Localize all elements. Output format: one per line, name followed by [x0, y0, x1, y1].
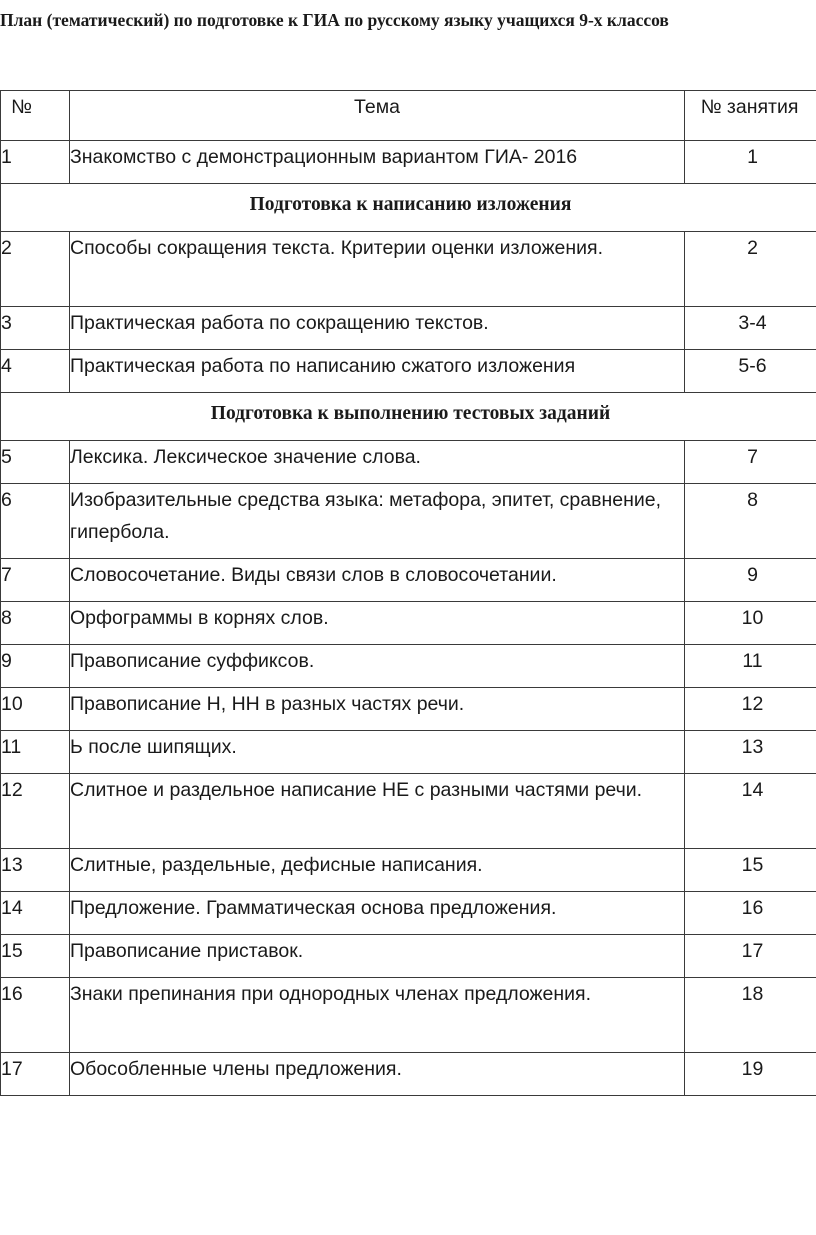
table-row	[1, 441, 816, 484]
row-topic: Практическая работа по написанию сжатого изложения	[70, 350, 685, 393]
row-lesson: 9	[685, 559, 816, 602]
row-lesson: 8	[685, 484, 816, 559]
row-lesson: 13	[685, 731, 816, 774]
row-topic: Слитное и раздельное написание НЕ с разными частями речи.	[70, 774, 685, 849]
table-row	[1, 141, 816, 184]
header-lesson-number: № занятия	[685, 91, 816, 141]
row-topic: Изобразительные средства языка: метафора, эпитет, сравнение, гипербола.	[70, 484, 685, 559]
header-number: №	[1, 91, 70, 141]
row-topic: Ь после шипящих.	[70, 731, 685, 774]
header-topic: Тема	[70, 91, 685, 141]
table-row	[1, 849, 816, 892]
row-topic: Практическая работа по сокращению текстов.	[70, 307, 685, 350]
row-lesson: 16	[685, 892, 816, 935]
row-topic: Словосочетание. Виды связи слов в словосочетании.	[70, 559, 685, 602]
row-lesson: 14	[685, 774, 816, 849]
table-row	[1, 645, 816, 688]
table-row	[1, 978, 816, 1053]
table-row	[1, 731, 816, 774]
row-lesson: 7	[685, 441, 816, 484]
row-number: 7	[1, 559, 70, 602]
row-lesson: 18	[685, 978, 816, 1053]
row-number: 6	[1, 484, 70, 559]
row-topic: Обособленные члены предложения.	[70, 1053, 685, 1096]
table-row	[1, 688, 816, 731]
row-lesson: 17	[685, 935, 816, 978]
row-topic: Лексика. Лексическое значение слова.	[70, 441, 685, 484]
table-row	[1, 350, 816, 393]
row-number: 2	[1, 232, 70, 307]
row-number: 14	[1, 892, 70, 935]
table-row	[1, 559, 816, 602]
row-lesson: 2	[685, 232, 816, 307]
row-number: 12	[1, 774, 70, 849]
row-topic: Орфограммы в корнях слов.	[70, 602, 685, 645]
row-number: 8	[1, 602, 70, 645]
row-number: 5	[1, 441, 70, 484]
row-number: 11	[1, 731, 70, 774]
row-number: 9	[1, 645, 70, 688]
row-topic: Знаки препинания при однородных членах предложения.	[70, 978, 685, 1053]
section-heading: Подготовка к выполнению тестовых заданий	[1, 393, 816, 441]
table-row	[1, 307, 816, 350]
row-lesson: 1	[685, 141, 816, 184]
row-lesson: 19	[685, 1053, 816, 1096]
section-row	[1, 184, 816, 232]
row-topic: Правописание Н, НН в разных частях речи.	[70, 688, 685, 731]
section-heading: Подготовка к написанию изложения	[1, 184, 816, 232]
section-row	[1, 393, 816, 441]
table-row	[1, 484, 816, 559]
table-header-row	[1, 91, 816, 141]
row-number: 16	[1, 978, 70, 1053]
row-number: 3	[1, 307, 70, 350]
table-row	[1, 232, 816, 307]
row-number: 4	[1, 350, 70, 393]
lesson-plan-table	[0, 90, 816, 1096]
row-number: 15	[1, 935, 70, 978]
table-row	[1, 892, 816, 935]
row-number: 17	[1, 1053, 70, 1096]
row-lesson: 10	[685, 602, 816, 645]
table-row	[1, 602, 816, 645]
row-lesson: 12	[685, 688, 816, 731]
row-number: 1	[1, 141, 70, 184]
row-topic: Слитные, раздельные, дефисные написания.	[70, 849, 685, 892]
row-topic: Правописание приставок.	[70, 935, 685, 978]
row-topic: Знакомство с демонстрационным вариантом ГИА- 2016	[70, 141, 685, 184]
row-number: 10	[1, 688, 70, 731]
row-lesson: 15	[685, 849, 816, 892]
row-lesson: 11	[685, 645, 816, 688]
row-topic: Предложение. Грамматическая основа предложения.	[70, 892, 685, 935]
row-topic: Способы сокращения текста. Критерии оценки изложения.	[70, 232, 685, 307]
row-number: 13	[1, 849, 70, 892]
row-lesson: 3-4	[685, 307, 816, 350]
table-row	[1, 935, 816, 978]
row-lesson: 5-6	[685, 350, 816, 393]
table-row	[1, 774, 816, 849]
document-title: План (тематический) по подготовке к ГИА по русскому языку учащихся 9-х классов	[0, 10, 669, 30]
table-row	[1, 1053, 816, 1096]
row-topic: Правописание суффиксов.	[70, 645, 685, 688]
